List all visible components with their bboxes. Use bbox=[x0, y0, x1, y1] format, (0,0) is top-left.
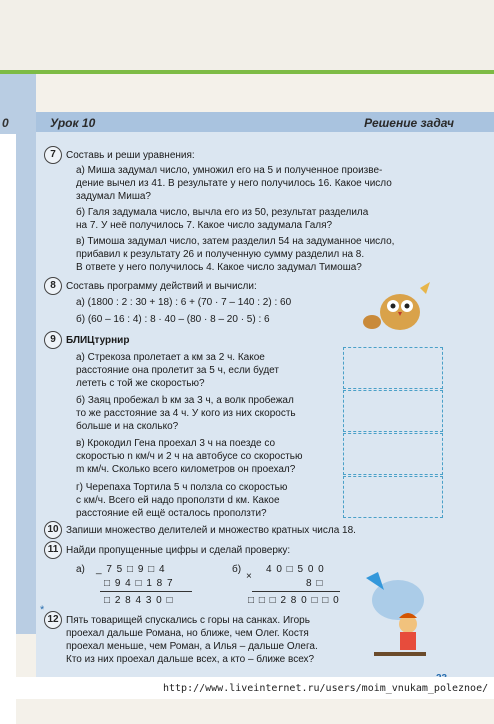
exercise-8a: а) (1800 : 2 : 30 + 18) : 6 + (70 · 7 – 140 : 2) : 60 bbox=[76, 297, 292, 308]
difficulty-star: * bbox=[40, 604, 45, 616]
exercise-12-line2: проехал дальше Романа, но ближе, чем Олег. Костя bbox=[66, 628, 309, 639]
answer-box-b[interactable] bbox=[343, 390, 443, 432]
exercise-9a-line1: а) Стрекоза пролетает a км за 2 ч. Какое bbox=[76, 352, 265, 363]
owl-illustration bbox=[360, 278, 436, 336]
exercise-7a-line2: дение вычел из 41. В результате у него получилось 16. Какое число bbox=[76, 178, 392, 189]
exercise-8-title: Составь программу действий и вычисли: bbox=[66, 281, 257, 292]
exercise-10-text: Запиши множество делителей и множество кратных числа 18. bbox=[66, 525, 356, 536]
exercise-7b-line1: б) Галя задумала число, вычла его из 50, результат разделила bbox=[76, 207, 369, 218]
exercise-7c-line1: в) Тимоша задумал число, затем разделил 54 на задуманное число, bbox=[76, 236, 395, 247]
exercise-11b-row2: 8 □ bbox=[306, 578, 324, 589]
previous-page-number: 0 bbox=[2, 116, 9, 130]
exercise-12-line1: Пять товарищей спускались с горы на санках. Игорь bbox=[66, 615, 310, 626]
exercise-11b-multiply-sign: × bbox=[246, 571, 252, 582]
exercise-9d-line1: г) Черепаха Тортила 5 ч ползла со скоростью bbox=[76, 482, 288, 493]
exercise-11b-label: б) bbox=[232, 564, 242, 575]
exercise-12-number: 12 bbox=[44, 611, 62, 629]
exercise-7a-line3: задумал Миша? bbox=[76, 191, 151, 202]
exercise-12-line3: проехал меньше, чем Роман, а Илья – дальше Олега. bbox=[66, 641, 318, 652]
exercise-11a-row2: □ 9 4 □ 1 8 7 bbox=[104, 578, 174, 589]
green-stripe bbox=[0, 70, 494, 74]
exercise-9b-line3: больше и на сколько? bbox=[76, 421, 179, 432]
exercise-11-number: 11 bbox=[44, 541, 62, 559]
exercise-10-number: 10 bbox=[44, 521, 62, 539]
exercise-7c-line2: прибавил к результату 26 и полученную сумму разделил на 8. bbox=[76, 249, 365, 260]
exercise-9-number: 9 bbox=[44, 331, 62, 349]
exercise-9d-line3: расстояние ей ещё осталось проползти? bbox=[76, 508, 267, 519]
exercise-12-line4: Кто из них проехал дальше всех, а кто – ближе всех? bbox=[66, 654, 315, 665]
exercise-11a-line bbox=[100, 591, 192, 592]
exercise-11-title: Найди пропущенные цифры и сделай проверку: bbox=[66, 545, 291, 556]
kids-sledding-illustration bbox=[356, 560, 440, 670]
answer-box-a[interactable] bbox=[343, 347, 443, 389]
exercise-8b: б) (60 – 16 : 4) : 8 · 40 – (80 · 8 – 20 · 5) : 6 bbox=[76, 314, 270, 325]
lesson-topic: Решение задач bbox=[364, 116, 454, 130]
exercise-9-title: БЛИЦтурнир bbox=[66, 335, 130, 346]
answer-box-c[interactable] bbox=[343, 433, 443, 475]
exercise-7c-line3: В ответе у него получилось 4. Какое число задумал Тимоша? bbox=[76, 262, 362, 273]
exercise-11b-row1: 4 0 □ 5 0 0 bbox=[266, 564, 325, 575]
exercise-9c-line3: m км/ч. Сколько всего километров он проехал? bbox=[76, 464, 296, 475]
exercise-8-number: 8 bbox=[44, 277, 62, 295]
top-margin bbox=[0, 0, 494, 70]
lesson-title: Урок 10 bbox=[50, 116, 96, 130]
exercise-7b-line2: на 7. У неё получилось 7. Какое число задумала Галя? bbox=[76, 220, 333, 231]
source-url[interactable]: http://www.liveinternet.ru/users/moim_vnukam_poleznoe/ bbox=[163, 683, 489, 694]
exercise-11a-label: а) bbox=[76, 564, 85, 575]
exercise-9d-line2: c км/ч. Всего ей надо проползти d км. Какое bbox=[76, 495, 280, 506]
exercise-11b-row3: □ □ □ 2 8 0 □ □ 0 bbox=[248, 595, 340, 606]
answer-box-d[interactable] bbox=[343, 476, 443, 518]
exercise-9a-line3: лететь с той же скоростью? bbox=[76, 378, 205, 389]
exercise-11b-line bbox=[252, 591, 340, 592]
exercise-9b-line2: то же расстояние за 4 ч. У кого из них скорость bbox=[76, 408, 296, 419]
exercise-9a-line2: расстояние она пролетит за 5 ч, если будет bbox=[76, 365, 279, 376]
exercise-9b-line1: б) Заяц пробежал b км за 3 ч, а волк пробежал bbox=[76, 395, 294, 406]
exercise-7-title: Составь и реши уравнения: bbox=[66, 150, 195, 161]
exercise-7a-line1: а) Миша задумал число, умножил его на 5 и полученное произве- bbox=[76, 165, 383, 176]
exercise-9c-line1: в) Крокодил Гена проехал 3 ч на поезде со bbox=[76, 438, 276, 449]
exercise-11a-row3: □ 2 8 4 3 0 □ bbox=[104, 595, 174, 606]
exercise-11a-row1: _ 7 5 □ 9 □ 4 bbox=[96, 564, 166, 575]
exercise-7-number: 7 bbox=[44, 146, 62, 164]
previous-page-edge bbox=[0, 74, 36, 634]
exercise-9c-line2: скоростью n км/ч и 2 ч на автобусе со скоростью bbox=[76, 451, 303, 462]
